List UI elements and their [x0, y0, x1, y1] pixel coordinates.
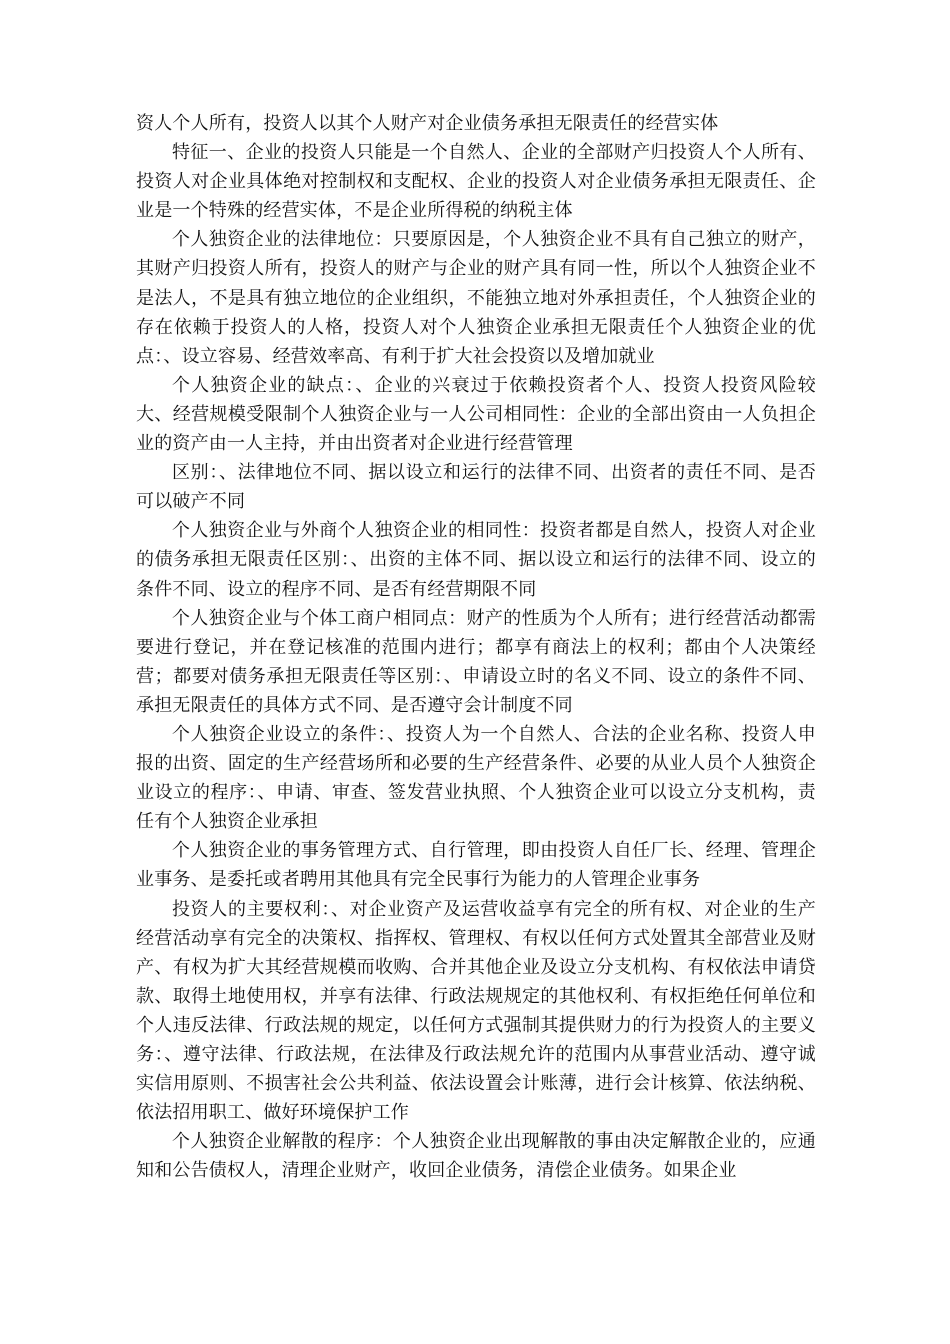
- paragraph-5: 区别：、法律地位不同、据以设立和运行的法律不同、出资者的责任不同、是否可以破产不同: [136, 462, 816, 513]
- paragraph-9: 个人独资企业的事务管理方式、自行管理，即由投资人自任厂长、经理、管理企业事务、是委托或者聘用其他具有完全民事行为能力的人管理企业事务: [136, 840, 816, 891]
- paragraph-1: 资人个人所有，投资人以其个人财产对企业债务承担无限责任的经营实体: [136, 113, 719, 134]
- paragraph-11: 个人独资企业解散的程序：个人独资企业出现解散的事由决定解散企业的，应通知和公告债权人，清理企业财产，收回企业债务，清偿企业债务。如果企业: [136, 1131, 816, 1182]
- document-body: [136, 109, 816, 1185]
- paragraph-3: 个人独资企业的法律地位：只要原因是，个人独资企业不具有自己独立的财产，其财产归投资人所有，投资人的财产与企业的财产具有同一性，所以个人独资企业不是法人，不是具有独立地位的企业组织，不能独立地对外承担责任，个人独资企业的存在依赖于投资人的人格，投资人对个人独资企业承担无限责任个人独资企业的优点：、设立容易、经营效率高、有利于扩大社会投资以及增加就业: [136, 229, 816, 367]
- paragraph-10: 投资人的主要权利：、对企业资产及运营收益享有完全的所有权、对企业的生产经营活动享有完全的决策权、指挥权、管理权、有权以任何方式处置其全部营业及财产、有权为扩大其经营规模而收购、合并其他企业及设立分支机构、有权依法申请贷款、取得土地使用权，并享有法律、行政法规规定的其他权利、有权拒绝任何单位和个人违反法律、行政法规的规定，以任何方式强制其提供财力的行为投资人的主要义务：、遵守法律、行政法规，在法律及行政法规允许的范围内从事营业活动、遵守诚实信用原则、不损害社会公共利益、依法设置会计账薄，进行会计核算、依法纳税、依法招用职工、做好环境保护工作: [136, 898, 816, 1124]
- paragraph-6: 个人独资企业与外商个人独资企业的相同性：投资者都是自然人，投资人对企业的债务承担无限责任区别：、出资的主体不同、据以设立和运行的法律不同、设立的条件不同、设立的程序不同、是否有经营期限不同: [136, 520, 816, 600]
- paragraph-4: 个人独资企业的缺点：、企业的兴衰过于依赖投资者个人、投资人投资风险较大、经营规模受限制个人独资企业与一人公司相同性：企业的全部出资由一人负担企业的资产由一人主持，并由出资者对企业进行经营管理: [136, 374, 816, 455]
- paragraph-7: 个人独资企业与个体工商户相同点：财产的性质为个人所有；进行经营活动都需要进行登记，并在登记核准的范围内进行；都享有商法上的权利；都由个人决策经营；都要对债务承担无限责任等区别：、申请设立时的名义不同、设立的条件不同、承担无限责任的具体方式不同、是否遵守会计制度不同: [136, 607, 816, 716]
- paragraph-2: 特征一、企业的投资人只能是一个自然人、企业的全部财产归投资人个人所有、投资人对企业具体绝对控制权和支配权、企业的投资人对企业债务承担无限责任、企业是一个特殊的经营实体，不是企业所得税的纳税主体: [136, 142, 816, 222]
- paragraph-8: 个人独资企业设立的条件：、投资人为一个自然人、合法的企业名称、投资人申报的出资、固定的生产经营场所和必要的生产经营条件、必要的从业人员个人独资企业设立的程序：、申请、审查、签发营业执照、个人独资企业可以设立分支机构，责任有个人独资企业承担: [136, 723, 816, 833]
